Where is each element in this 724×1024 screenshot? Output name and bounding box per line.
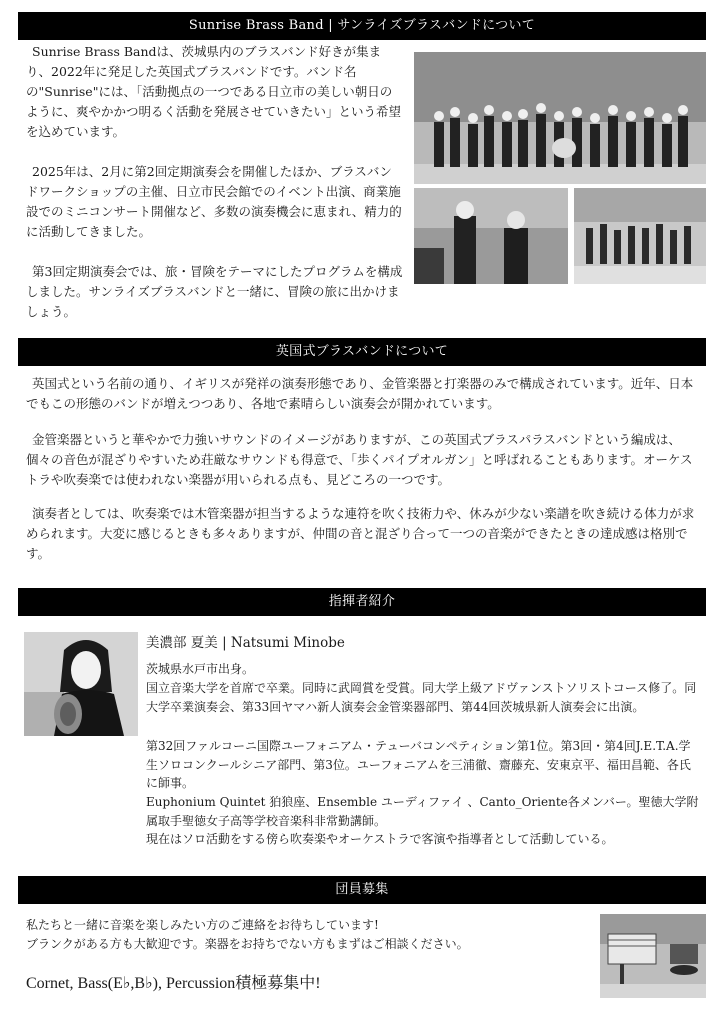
conductor-name: 美濃部 夏美 | Natsumi Minobe [146, 635, 345, 651]
british-paragraph-3: 演奏者としては、吹奏楽では木管楽器が担当するような連符を吹く技術力や、休みが少ない楽譜を吹き続ける体力が求められます。大変に感じるときも多々ありますが、仲間の音と混ざり合って一つの音楽ができたときの達成感は格別です。 [26, 506, 695, 561]
british-paragraph-1: 英国式という名前の通り、イギリスが発祥の演奏形態であり、金管楽器と打楽器のみで構成されています。近年、日本でもこの形態のバンドが増えつつあり、各地で素晴らしい演奏会が開かれています。 [26, 376, 694, 411]
section-heading-recruitment: 団員募集 [18, 876, 706, 904]
percussion-instruments-photo [600, 914, 706, 998]
recruit-line-1: 私たちと一緒に音楽を楽しみたい方のご連絡をお待ちしています! [26, 918, 379, 932]
conductor-speaking-photo [414, 188, 568, 284]
conductor-portrait-photo [24, 632, 138, 736]
conductor-bio-line-3: 第32回ファルコーニ国際ユーフォニアム・テューバコンペティション第1位。第3回・第4回J.E.T.A.学生ソロコンクールシニア部門、第3位。ユーフォニアムを三浦徹、齋藤充、安東京平、福田昌範、各氏に師事。 [146, 739, 691, 790]
conductor-bio-line-2: 国立音楽大学を首席で卒業。同時に武岡賞を受賞。同大学上級アドヴァンストソリストコース修了。同大学卒業演奏会、第33回ヤマハ新人演奏会金管楽器部門、第44回茨城県新人演奏会に出演。 [146, 681, 697, 714]
conductor-bio-line-1: 茨城県水戸市出身。 [146, 662, 255, 676]
recruit-callout: Cornet, Bass(E♭,B♭), Percussion積極募集中! [26, 975, 321, 992]
band-group-photo [414, 52, 706, 184]
about-paragraph-3: 第3回定期演奏会では、旅・冒険をテーマにしたプログラムを構成しました。サンライズブラスバンドと一緒に、冒険の旅に出かけましょう。 [26, 264, 403, 319]
conductor-bio-line-4: Euphonium Quintet 狛狼座、Ensemble ユーディファイ 、Canto_Oriente各メンバー。聖徳大学附属取手聖徳女子高等学校音楽科非常勤講師。 [146, 795, 699, 828]
conductor-bio-line-5: 現在はソロ活動をする傍ら吹奏楽やオーケストラで客演や指導者として活動している。 [146, 832, 614, 846]
section-heading-about: Sunrise Brass Band | サンライズブラスバンドについて [18, 12, 706, 40]
about-paragraph-2: 2025年は、2月に第2回定期演奏会を開催したほか、ブラスバンドワークショップの主催、日立市民会館でのイベント出演、商業施設でのミニコンサート開催など、多数の演奏機会に恵まれ、精力的に活動してきました。 [26, 164, 402, 239]
recruit-line-2: ブランクがある方も大歓迎です。楽器をお持ちでない方もまずはご相談ください。 [26, 937, 469, 951]
band-rehearsal-photo [574, 188, 706, 284]
british-paragraph-2: 金管楽器というと華やかで力強いサウンドのイメージがありますが、この英国式ブラスパラスバンドという編成は、個々の音色が混ざりやすいため荘厳なサウンドも得意で、「歩くパイプオルガン」と呼ばれることもあります。オーケストラや吹奏楽では使われない楽器が用いられる点も、見どころの一つです。 [26, 432, 693, 487]
about-paragraph-1: Sunrise Brass Bandは、茨城県内のブラスバンド好きが集まり、2022年に発足した英国式ブラスバンドです。バンド名の"Sunrise"には、「活動拠点の一つである日立市の美しい朝日のように、爽やかかつ明るく活動を発展させていきたい」という希望を込めています。 [26, 44, 402, 139]
section-heading-conductor: 指揮者紹介 [18, 588, 706, 616]
section-heading-british-brass-band: 英国式ブラスバンドについて [18, 338, 706, 366]
